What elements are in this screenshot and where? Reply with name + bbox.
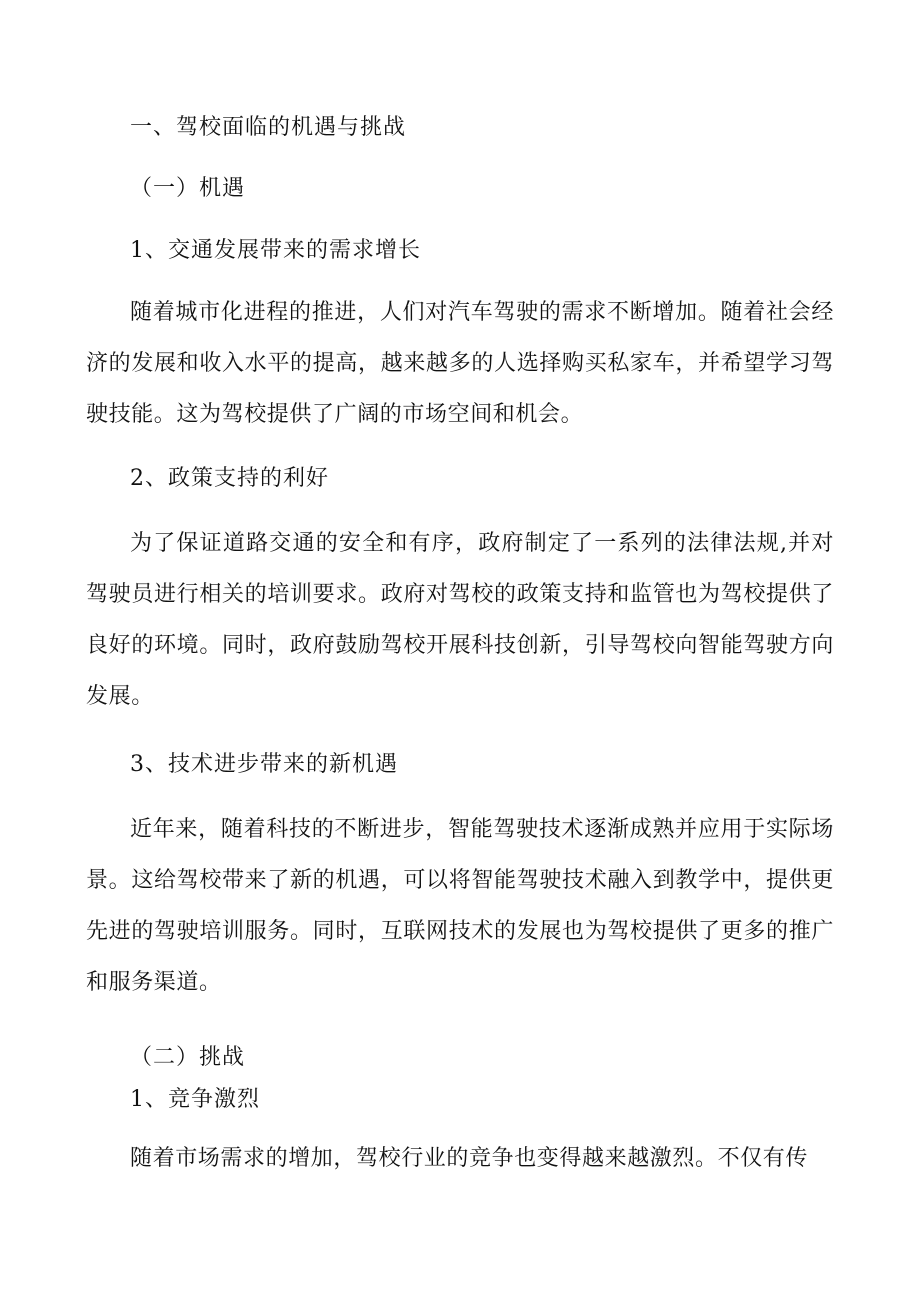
challenges-heading: （二）挑战: [130, 1045, 246, 1070]
opportunities-heading: （一）机遇: [130, 176, 246, 201]
challenge-1-title: 1、竞争激烈: [130, 1087, 260, 1112]
opportunity-3-title: 3、技术进步带来的新机遇: [130, 752, 398, 777]
section-title: 一、驾校面临的机遇与挑战: [130, 115, 407, 140]
opportunity-2-title: 2、政策支持的利好: [130, 466, 329, 491]
opportunity-2-body: 为了保证道路交通的安全和有序，政府制定了一系列的法律法规,并对驾驶员进行相关的培训要求。政府对驾校的政策支持和监管也为驾校提供了良好的环境。同时，政府鼓励驾校开展科技创新，引导驾校向智能驾驶方向发展。: [86, 531, 834, 709]
opportunity-1-title: 1、交通发展带来的需求增长: [130, 238, 421, 263]
challenge-1-body: 随着市场需求的增加，驾校行业的竞争也变得越来越激烈。不仅有传: [130, 1146, 809, 1171]
opportunity-3-body: 近年来，随着科技的不断进步，智能驾驶技术逐渐成熟并应用于实际场景。这给驾校带来了新的机遇，可以将智能驾驶技术融入到教学中，提供更先进的驾驶培训服务。同时，互联网技术的发展也为驾校提供了更多的推广和服务渠道。: [86, 817, 834, 995]
opportunity-1-body: 随着城市化进程的推进，人们对汽车驾驶的需求不断增加。随着社会经济的发展和收入水平的提高，越来越多的人选择购买私家车，并希望学习驾驶技能。这为驾校提供了广阔的市场空间和机会。: [86, 300, 834, 427]
